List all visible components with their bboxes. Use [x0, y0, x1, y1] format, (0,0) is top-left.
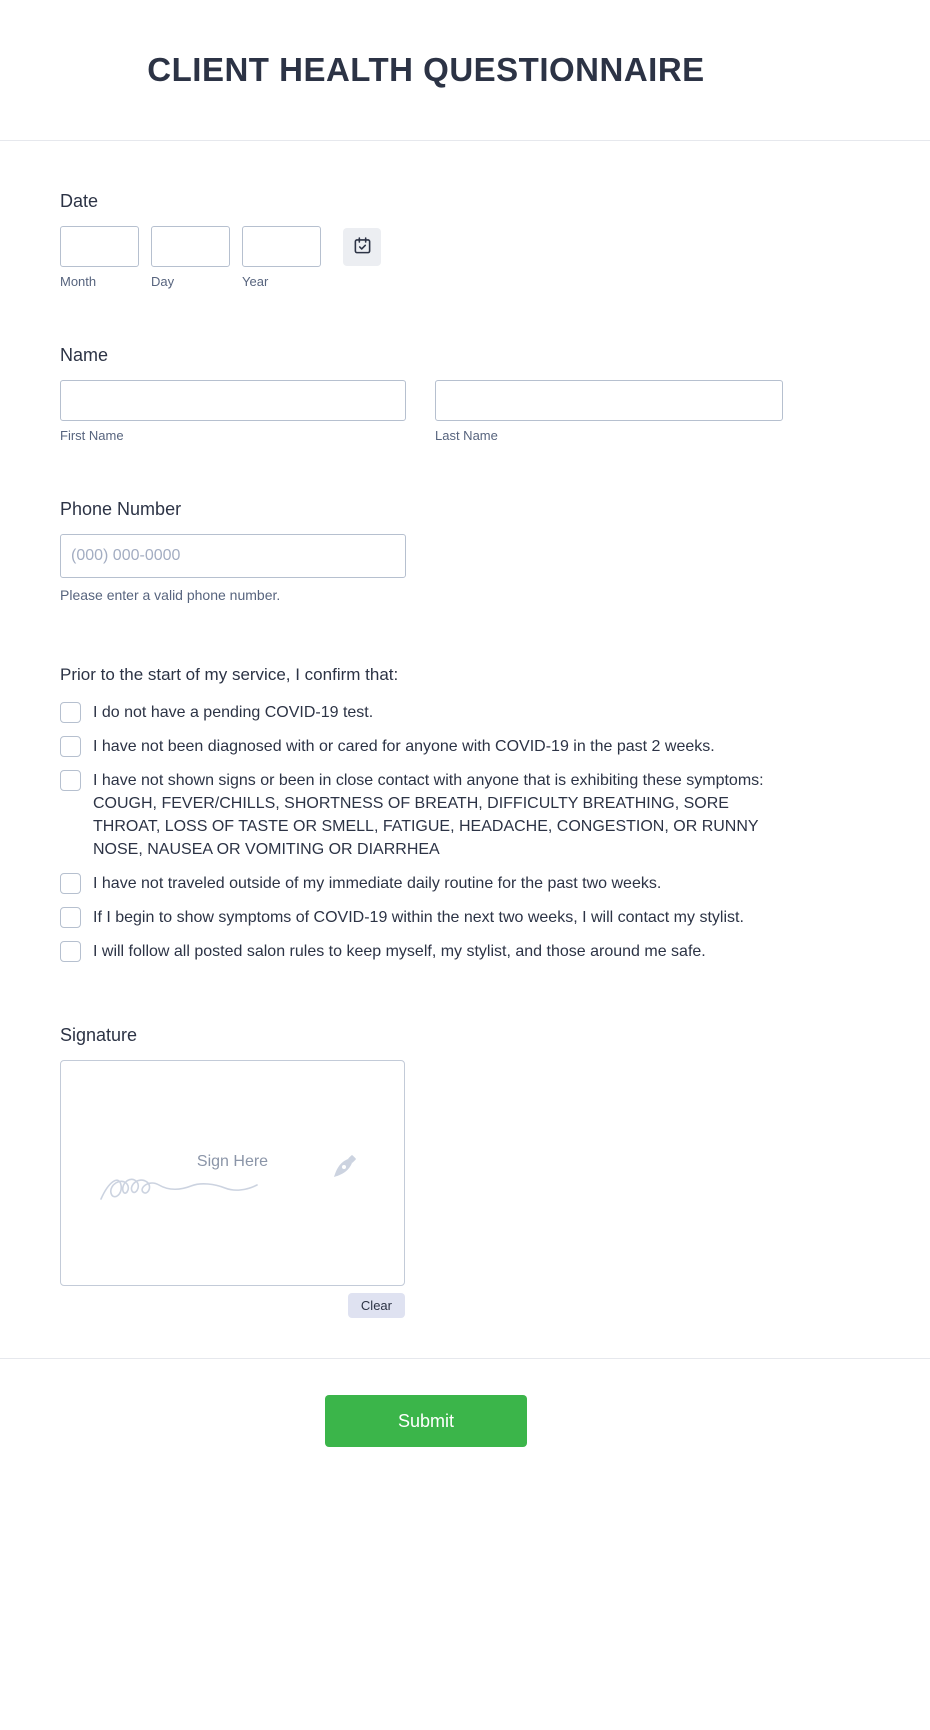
- first-name-input[interactable]: [60, 380, 406, 421]
- checkbox-pending-test[interactable]: [60, 702, 81, 723]
- phone-label: Phone Number: [60, 499, 182, 519]
- form-body: [0, 191, 852, 1318]
- date-month-group: [60, 226, 139, 289]
- first-name-group: [60, 380, 406, 443]
- signature-pad[interactable]: [60, 1060, 405, 1286]
- signature-clear-button[interactable]: Clear: [348, 1293, 405, 1318]
- name-row: [60, 380, 792, 443]
- confirmation-item: [60, 872, 792, 895]
- confirmations-field: [60, 665, 792, 963]
- checkbox-label: I have not traveled outside of my immediate daily routine for the past two weeks.: [93, 875, 662, 892]
- signature-squiggle-decoration: [99, 1163, 259, 1214]
- checkbox-label: If I begin to show symptoms of COVID-19 within the next two weeks, I will contact my stylist.: [93, 909, 744, 926]
- form-card-body: [0, 191, 852, 1318]
- confirmation-item: [60, 735, 792, 758]
- checkbox-label: I have not been diagnosed with or cared for anyone with COVID-19 in the past 2 weeks.: [93, 738, 715, 755]
- date-label: Date: [60, 191, 99, 211]
- form-header: [0, 0, 852, 140]
- date-month-input[interactable]: [60, 226, 139, 267]
- confirmation-item: [60, 906, 792, 929]
- footer-inner: [0, 1359, 852, 1507]
- checkbox-label: I will follow all posted salon rules to keep myself, my stylist, and those around me safe.: [93, 943, 706, 960]
- pen-icon: [330, 1153, 358, 1186]
- confirmation-item: [60, 701, 792, 724]
- date-year-group: [242, 226, 321, 289]
- checkbox-label: I do not have a pending COVID-19 test.: [93, 704, 374, 721]
- date-field: [60, 191, 792, 289]
- last-name-group: [435, 380, 783, 443]
- confirmations-label: Prior to the start of my service, I confirm that:: [60, 665, 399, 684]
- phone-helper-text: Please enter a valid phone number.: [60, 587, 281, 603]
- checkbox-salon-rules[interactable]: [60, 941, 81, 962]
- date-month-sublabel: Month: [60, 274, 97, 289]
- last-name-sublabel: Last Name: [435, 428, 498, 443]
- checkbox-not-diagnosed[interactable]: [60, 736, 81, 757]
- confirmation-item: [60, 940, 792, 963]
- header-divider: [0, 140, 930, 141]
- date-day-group: [151, 226, 230, 289]
- date-day-input[interactable]: [151, 226, 230, 267]
- signature-label: Signature: [60, 1025, 138, 1045]
- calendar-icon: [353, 236, 372, 258]
- name-field: [60, 345, 792, 443]
- checkbox-label: I have not shown signs or been in close contact with anyone that is exhibiting these symptoms: COUGH, FEVER/CHILLS, SHORTNESS OF BREATH, DIFFICULTY BREATHING, SORE THROAT, LOSS OF TASTE OR SMELL, FATIGUE, HEADACHE, CONGESTION, OR RUNNY NOSE, NAUSEA OR VOMITING OR DIARRHEA: [93, 772, 764, 858]
- phone-input[interactable]: [60, 534, 406, 578]
- form-card: [0, 0, 852, 140]
- checkbox-no-travel[interactable]: [60, 873, 81, 894]
- date-row: [60, 226, 792, 289]
- sign-here-placeholder: Sign Here: [196, 1152, 269, 1170]
- signature-field: [60, 1025, 792, 1318]
- date-year-input[interactable]: [242, 226, 321, 267]
- name-label: Name: [60, 345, 109, 365]
- phone-field: [60, 499, 792, 603]
- first-name-sublabel: First Name: [60, 428, 124, 443]
- form-title: CLIENT HEALTH QUESTIONNAIRE: [147, 51, 705, 88]
- checkbox-contact-stylist[interactable]: [60, 907, 81, 928]
- last-name-input[interactable]: [435, 380, 783, 421]
- clear-row: [60, 1293, 405, 1318]
- form-footer: [0, 1358, 930, 1507]
- submit-button[interactable]: Submit: [325, 1395, 527, 1447]
- confirmation-item: [60, 769, 792, 861]
- date-day-sublabel: Day: [151, 274, 175, 289]
- date-year-sublabel: Year: [242, 274, 269, 289]
- calendar-picker-button[interactable]: [343, 228, 381, 266]
- checkbox-no-symptoms[interactable]: [60, 770, 81, 791]
